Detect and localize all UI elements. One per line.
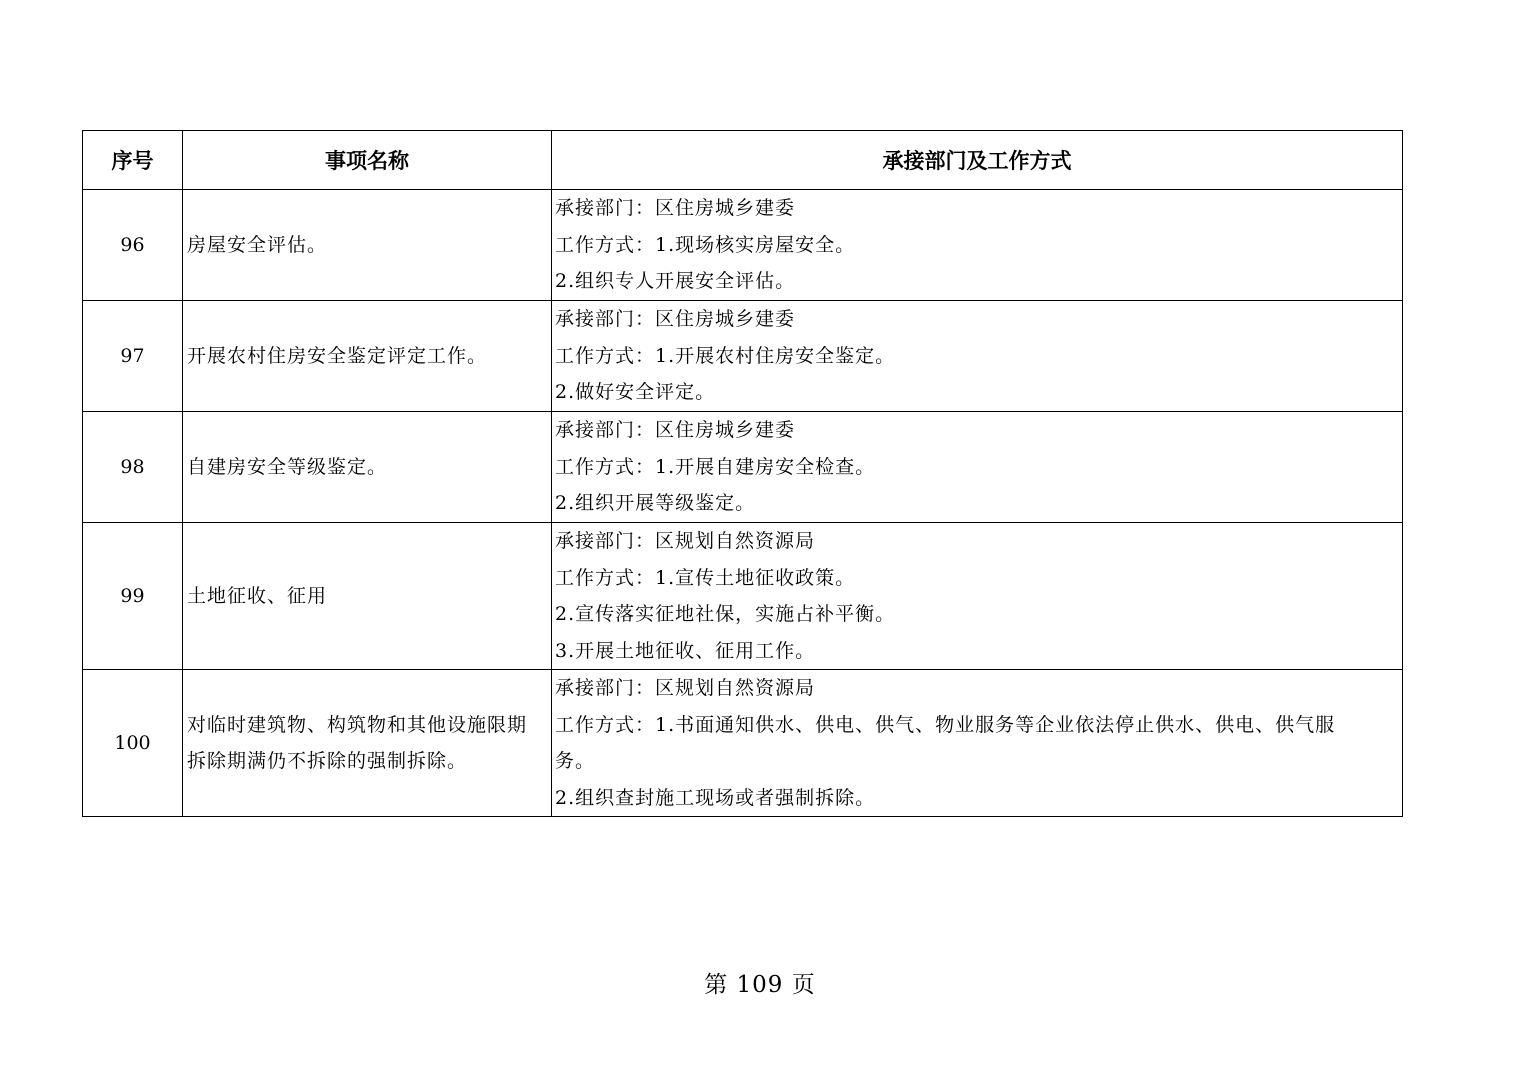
items-table bbox=[82, 130, 1403, 817]
table-row bbox=[83, 523, 1403, 670]
row-number: 99 bbox=[83, 523, 183, 670]
page-number: 第 109 页 bbox=[704, 972, 816, 998]
method-line: 工作方式：1.宣传土地征收政策。 bbox=[555, 566, 856, 589]
method-line: 2.做好安全评定。 bbox=[555, 381, 716, 404]
table-row bbox=[83, 301, 1403, 412]
method-line: 承接部门：区规划自然资源局 bbox=[555, 530, 816, 552]
method-line: 承接部门：区住房城乡建委 bbox=[555, 308, 796, 331]
method-line: 2.组织查封施工现场或者强制拆除。 bbox=[555, 786, 876, 809]
item-name bbox=[183, 523, 552, 670]
item-name bbox=[183, 412, 552, 523]
table-header-row bbox=[83, 131, 1403, 190]
header-item-name: 事项名称 bbox=[183, 131, 552, 190]
method-line: 工作方式：1.现场核实房屋安全。 bbox=[555, 233, 856, 256]
header-serial-number: 序号 bbox=[83, 131, 183, 190]
table-row bbox=[83, 412, 1403, 523]
department-method bbox=[552, 190, 1403, 301]
item-name-line: 开展农村住房安全鉴定评定工作。 bbox=[187, 345, 488, 367]
department-method bbox=[552, 412, 1403, 523]
method-line: 务。 bbox=[555, 750, 596, 772]
item-name-line: 拆除期满仍不拆除的强制拆除。 bbox=[187, 750, 468, 772]
department-method bbox=[552, 301, 1403, 412]
header-department-method: 承接部门及工作方式 bbox=[552, 131, 1403, 190]
row-number: 98 bbox=[83, 412, 183, 523]
method-line: 2.组织开展等级鉴定。 bbox=[555, 492, 756, 515]
method-line: 承接部门：区规划自然资源局 bbox=[555, 677, 816, 699]
item-name-line: 自建房安全等级鉴定。 bbox=[187, 456, 388, 478]
row-number: 97 bbox=[83, 301, 183, 412]
row-number: 100 bbox=[83, 670, 183, 817]
method-line: 承接部门：区住房城乡建委 bbox=[555, 197, 796, 220]
method-line: 工作方式：1.开展自建房安全检查。 bbox=[555, 455, 876, 478]
table-row bbox=[83, 190, 1403, 301]
department-method bbox=[552, 670, 1403, 817]
method-line: 3.开展土地征收、征用工作。 bbox=[555, 639, 816, 662]
item-name-line: 土地征收、征用 bbox=[187, 585, 328, 607]
department-method bbox=[552, 523, 1403, 670]
item-name-line: 对临时建筑物、构筑物和其他设施限期 bbox=[187, 714, 528, 736]
method-line: 2.宣传落实征地社保，实施占补平衡。 bbox=[555, 603, 896, 625]
method-line: 承接部门：区住房城乡建委 bbox=[555, 419, 796, 442]
method-line: 工作方式：1.书面通知供水、供电、供气、物业服务等企业依法停止供水、供电、供气服 bbox=[555, 713, 1336, 736]
row-number: 96 bbox=[83, 190, 183, 301]
item-name bbox=[183, 301, 552, 412]
method-line: 2.组织专人开展安全评估。 bbox=[555, 270, 796, 293]
method-line: 工作方式：1.开展农村住房安全鉴定。 bbox=[555, 344, 896, 367]
table-row bbox=[83, 670, 1403, 817]
item-name bbox=[183, 670, 552, 817]
item-name-line: 房屋安全评估。 bbox=[187, 234, 328, 256]
item-name bbox=[183, 190, 552, 301]
